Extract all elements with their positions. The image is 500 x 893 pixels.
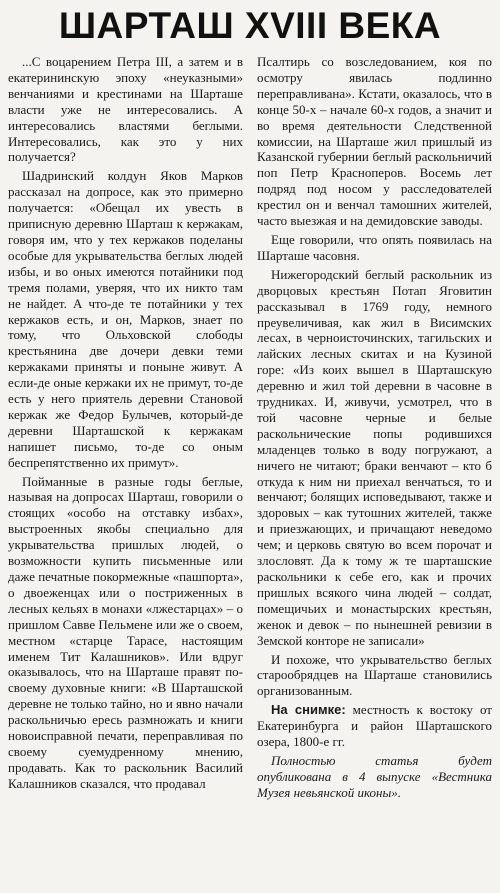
left-column	[8, 54, 243, 801]
article-body	[8, 54, 492, 801]
caption-text: местность к востоку от Екатеринбурга и район Шарташского озера, 1800-е гг.	[257, 702, 492, 750]
paragraph: Псалтирь со возследованием, коя по осмотру явилась подлинно переправливана». Кстати, оказалось, что в конце 50-х – начале 60-х годов, а значит и во время деятельности Следственной комиссии, на Шарташе жил пришлый из Казанской губернии беглый раскольничий поп Петр Красноперов. Восемь лет подряд под носом у расследователей крестил он и венчал тамошних жителей, часто выезжая и на демидовские заводы.	[257, 54, 492, 229]
article-headline: ШАРТАШ XVIII ВЕКА	[58, 5, 442, 46]
paragraph: Нижегородский беглый раскольник из дворцовых крестьян Потап Яговитин рассказывал в 1769 году, немного преувеличивая, как жил в Висимских лесах, в черноисточинских, тагильских и лайских лесных скитах и на Кузиной горе: «Из коих вышел в Шарташскую деревню и жил той деревни в часовне в трудниках. И, живучи, усмотрел, что в той часовне черные и белые раскольнические попы родившихся младенцев только в воду погружают, а ничего не читают; браки венчают – кто б откуда к ним ни приехал венчаться, то и венчают; болящих исповедывают, также и здоровых – как тутошних жителей, также и приезжающих, и причащают неведомо чем; и церковь святую во всем порочат и злословят. Да к тому ж те шарташские раскольники к себе его, как и прочих пришлых всякого чина людей – солдат, помещичьих и монастырских крестьян, женок и девок – по нынешней ревизии в Земской конторе не записали»	[257, 266, 492, 648]
paragraph: ...С воцарением Петра III, а затем и в екатерининскую эпоху «неуказными» венчаниями и крестинами на Шарташе власти уже не интересовались. А интересовались властями беглыми. Интересовались, как это у них получается?	[8, 54, 243, 165]
paragraph: Шадринский колдун Яков Марков рассказал на допросе, как это примерно получается: «Обещал их увесть в приписную деревню Шарташ к кержакам, говоря им, что у тех кержаков поделаны особые для укрывательства беглых людей избы, и во оных имеются потайники под тремя полами, уверяя, что их никто там не найдет. А что-де те потайники у тех кержаков есть, и он, Марков, знает по тому, что Ольховской слободы крестьянина две дочери девки теми кержаками приняты и поныне живут. А если-де оные кержаки их не примут, то-де есть у него приятель деревни Становой кержак же Федор Булычев, который-де деревни Шарташской к кержакам напишет письмо, то-де со оным беспрепятственно их примут».	[8, 168, 243, 470]
publication-note: Полностью статья будет опубликована в 4 выпуске «Вестника Музея невьянской иконы».	[257, 752, 492, 800]
photo-caption	[257, 702, 492, 750]
paragraph: И похоже, что укрывательство беглых старообрядцев на Шарташе становились организованным.	[257, 651, 492, 699]
right-column	[257, 54, 492, 801]
caption-label: На снимке:	[271, 702, 346, 718]
paragraph: Пойманные в разные годы беглые, называя на допросах Шарташ, говорили о стоящих «особо на отставку избах», выстроенных якобы специально для укрывательства пришлых людей, о возможности купить письменные или даже печатные покормежные «пашпорта», о двоеженцах или о постриженных в лесных кельях в монахи «лжестарцах» – о пришлом Савве Пельмене или же о своем, местном «старце Тарасе, настоящим именем Тит Калашников». Или вдруг оказывалось, что на Шарташе правят по-своему духовные книги: «В Шарташской деревне не только тайно, но и явно начали раскольничью ересь размножать и книги новоисправной печати, переправливая по своему суемудренному мнению, продавать. Как то раскольник Василий Калашников сказался, что продавал	[8, 473, 243, 791]
paragraph: Еще говорили, что опять появилась на Шарташе часовня.	[257, 231, 492, 263]
